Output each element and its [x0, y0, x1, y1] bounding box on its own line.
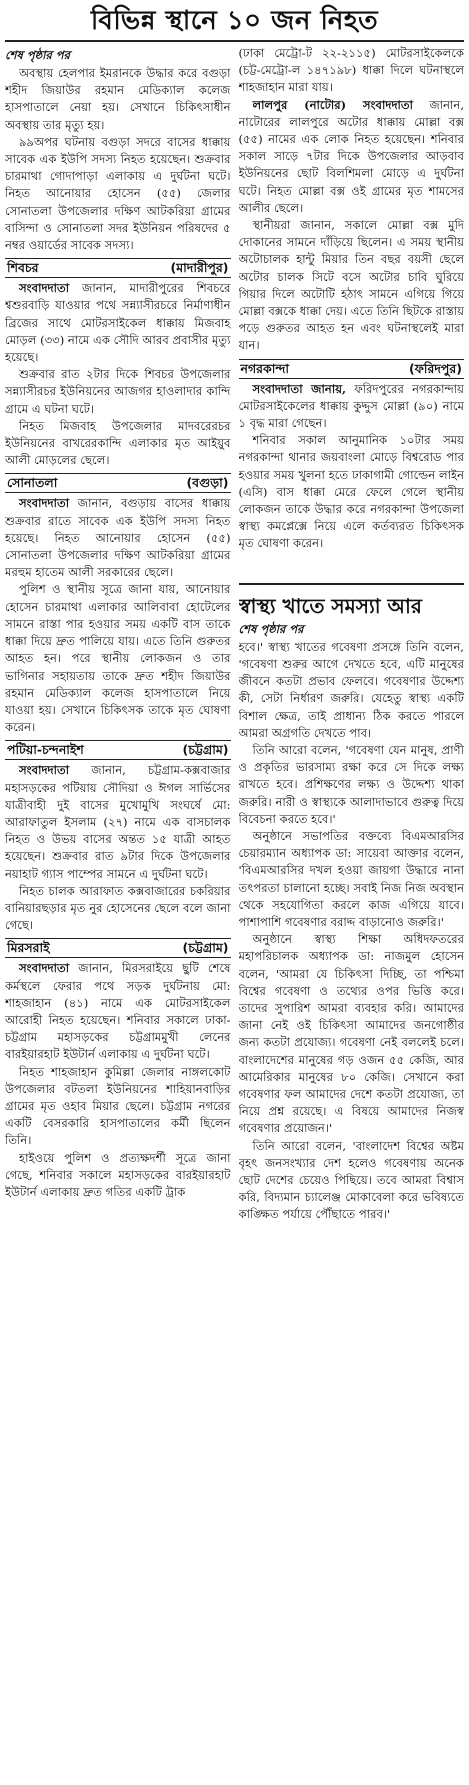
columns — [5, 45, 464, 1783]
section-paragraph: পুলিশ ও স্থানীয় সূত্রে জানা যায়, আনোয়ার হোসেন চারমাথা এলাকার আলিবাবা হোটেলের সামনে রাস্তা পার হওয়ার সময় একটি বাস তাকে ধাক্কা দিয়ে দ্রুত পালিয়ে যায়। এতে তিনি গুরুতর আহত হন। পরে স্থানীয় লোকজন ও তার ভাগিনার সহায়তায় তাকে দ্রুত শহীদ জিয়াউর রহমান মেডিক্যাল কলেজ হাসপাতালে নিয়ে যাওয়া হয়। সেখানে চিকিৎসক তাকে মৃত ঘোষণা করেন। — [5, 582, 231, 735]
paragraph-text: জানান, মাদারীপুরের শিবচরে শ্বশুরবাড়ি যাওয়ার পথে সন্ন্যাসীরচরে নির্মাণাধীন ব্রিজের সাথে মোটরসাইকেল ধাক্কায় মিজবাহ মোড়ল (৩৩) নামে এক সৌদি আরব প্রবাসীর মৃত্যু হয়েছে। — [5, 281, 231, 365]
paragraph-text: জানান, নাটোরের লালপুরে অটোর ধাক্কায় মোল্লা বক্স (৫৫) নামের এক লোক নিহত হয়েছেন। শনিবার সকাল সাড়ে ৭টার দিকে উপজেলার আড়বাব ইউনিয়নের ছোট বিলশিমলা মোড়ে এ দুর্ঘটনা ঘটে। নিহত মোল্লা বক্স ওই গ্রামের মৃত শামসের আলীর ছেলে। — [238, 97, 464, 215]
section-header — [5, 938, 231, 958]
section-paragraph: নিহত চালক আরাফাত কক্সবাজারের চকরিয়ার বানিয়ারছড়ার মৃত নুর হোসেনের ছেলে বলে জানা গেছে। — [5, 883, 231, 933]
section-place: নগরকান্দা — [240, 360, 290, 376]
section-paragraph: নিহত শাহজাহান কুমিল্লা জেলার নাঙ্গলকোট উপজেলার বটতলা ইউনিয়নের শাহিয়ানবাড়ির গ্রামের মৃত ওহাব মিয়ার ছেলে। চট্টগ্রাম নগরের একটি বেসরকারি হাসপাতালের কর্মী ছিলেন তিনি। — [5, 1064, 231, 1148]
section-paragraph — [5, 762, 231, 882]
dateline: সংবাদদাতা — [19, 961, 70, 976]
dateline: সংবাদদাতা — [19, 763, 70, 778]
section-paragraph — [5, 960, 231, 1063]
section-district: (চট্টগ্রাম) — [182, 742, 229, 758]
story-paragraph: অনুষ্ঠানে স্বাস্থ্য শিক্ষা অধিদফতরের মহাপরিচালক অধ্যাপক ডা: নাজমুল হোসেন বলেন, 'আমরা যে চিকিৎসা দিচ্ছি, তা পশ্চিমা বিশ্বের গবেষণা ও তথ্যের ওপর ভিত্তি করে। তাদের সুপারিশ আমরা ব্যবহার করি। আমাদের জানা নেই ওই চিকিৎসা আমাদের জনগোষ্ঠীর জন্য কতটা প্রযোজ্য। গবেষণা নেই বললেই চলে। বাংলাদেশের মানুষের গড় ওজন ৫৫ কেজি, আর আমেরিকার মানুষের ৮০ কেজি। সেখানে করা গবেষণার ফল আমাদের দেশে কতটা প্রযোজ্য, তা নিয়ে প্রশ্ন রয়েছে। এ বিষয়ে আমাদের নিজস্ব গবেষণার প্রয়োজন।' — [238, 932, 464, 1136]
dateline: লালপুর (নাটোর) সংবাদদাতা — [252, 97, 413, 112]
section-paragraph: হাইওয়ে পুলিশ ও প্রত্যক্ষদর্শী সূত্রে জানা গেছে, শনিবার সকালে মহাসড়কের বারইয়ারহাট ইউটার্ন এলাকায় দ্রুত গতির একটি ট্রাক — [5, 1150, 231, 1199]
section-district: (চট্টগ্রাম) — [182, 940, 229, 956]
paragraph-text: জানান, মিরসরাইয়ে ছুটি শেষে কর্মস্থলে ফেরার পথে সড়ক দুর্ঘটনায় মো: শাহজাহান (৪১) নামে এক মোটরসাইকেল আরোহী নিহত হয়েছেন। শনিবার সকালে ঢাকা-চট্টগ্রাম মহাসড়কের চট্টগ্রামমুখী লেনের বারইয়ারহাট ইউটার্ন এলাকায় এ দুর্ঘটনা ঘটে। — [5, 961, 231, 1062]
continued-label: শেষ পৃষ্ঠার পর — [238, 621, 304, 636]
section-paragraph: নিহত মিজবাহ উপজেলার মাদবরেরচর ইউনিয়নের বাখরেরকান্দি এলাকার মৃত আইয়ুব আলী মোড়লের ছেলে। — [5, 418, 231, 468]
right-column — [239, 45, 465, 1783]
paragraph-text: জানান, বগুড়ায় বাসের ধাক্কায় শুক্রবার রাতে সাবেক এক ইউপি সদস্য নিহত হয়েছে। নিহত আনোয়ার হোসেন (৫৫) সোনাতলা উপজেলার দক্ষিণ আটকরিয়া গ্রামের মরহুম হাতেম আলী সরকারের ছেলে। — [5, 496, 231, 580]
section-paragraph: শনিবার সকাল আনুমানিক ১০টার সময় নগরকান্দা থানার জয়বাংলা মোড়ে বিশ্বরোড পার হওয়ার সময় খুলনা হতে ঢাকাগামী গোল্ডেন লাইন (এসি) বাস ধাক্কা মেরে ফেলে গেলে স্থানীয় লোকজন তাকে উদ্ধার করে নগরকান্দা উপজেলা স্বাস্থ্য কমপ্লেক্সে নিয়ে এলে কর্তব্যরত চিকিৎসক মৃত ঘোষণা করেন। — [238, 433, 464, 551]
page-headline: বিভিন্ন স্থানে ১০ জন নিহত — [5, 4, 464, 42]
intro-paragraph: অবস্থায় হেলপার ইমরানকে উদ্ধার করে বগুড়া শহীদ জিয়াউর রহমান মেডিক্যাল কলেজ হাসপাতালে নেয়া হয়। সেখানে চিকিৎসাধীন অবস্থায় তার মৃত্যু হয়। — [5, 66, 231, 132]
section-district: (মাদারীপুর) — [170, 260, 229, 276]
section-paragraph — [5, 495, 231, 581]
section-paragraph: শুক্রবার রাত ২টার দিকে শিবচর উপজেলার সন্ন্যাসীরচর ইউনিয়নের আজগর হাওলাদার কান্দি গ্রামে এ ঘটনা ঘটে। — [5, 367, 231, 416]
section-paragraph — [5, 280, 231, 366]
section-district: (বগুড়া) — [186, 475, 229, 491]
dateline: সংবাদদাতা — [19, 496, 70, 511]
story-paragraph: তিনি আরো বলেন, 'বাংলাদেশ বিশ্বের অষ্টম বৃহৎ জনসংখ্যার দেশ হলেও গবেষণায় অনেক ছোট দেশের চেয়েও পিছিয়ে। তবে আমরা বিশ্বাস করি, বিদ্যমান চ্যালেঞ্জ মোকাবেলা করে ভবিষ্যতে কাঙ্ক্ষিত পর্যায়ে পৌঁছাতে পারব।' — [238, 1138, 464, 1222]
intro-paragraph: (ঢাকা মেট্রো-ট ২২-২১১৫) মোটরসাইকেলকে (চট্ট-মেট্রো-ল ১৪৭১৯৮) ধাক্কা দিলে ঘটনাস্থলে শাহজাহান মারা যায়। — [238, 46, 464, 95]
section-paragraph — [239, 381, 465, 433]
section-place: পটিয়া-চন্দনাইশ — [7, 742, 84, 758]
paragraph-text: জানান, চট্টগ্রাম-কক্সবাজার মহাসড়কের পটিয়ায় সৌদিয়া ও ঈগল সার্ভিসের যাত্রীবাহী দুই বাসের মুখোমুখি সংঘর্ষে মো: আরাফাতুল ইসলাম (২৭) নামে এক বাসচালক নিহত ও উভয় বাসের অন্তত ১৫ যাত্রী আহত হয়েছেন। শুক্রবার রাত ৯টার দিকে উপজেলার নয়াহাট গ্যাস পাম্পের সামনে এ দুর্ঘটনা ঘটে। — [5, 763, 231, 881]
section-district: (ফরিদপুর) — [409, 360, 462, 376]
dateline: সংবাদদাতা — [19, 281, 70, 296]
section-place: মিরসরাই — [7, 940, 50, 956]
left-column — [5, 45, 231, 1783]
story-headline: স্বাস্থ্য খাতে সমস্যা আর — [239, 583, 465, 619]
section-header — [5, 740, 231, 760]
continued-label: শেষ পৃষ্ঠার পর — [5, 48, 70, 62]
story-paragraph: তিনি আরো বলেন, 'গবেষণা যেন মানুষ, প্রাণী ও প্রকৃতির ভারসাম্য রক্ষা করে সে দিকে লক্ষ্য রাখতে হবে। প্রশিক্ষণের লক্ষ্য ও উদ্দেশ্য থাকা জরুরি। নারী ও স্বাস্থ্যকে আলাদাভাবে গুরুত্ব দিয়ে বিবেচনা করতে হবে।' — [238, 742, 464, 826]
section-paragraph: স্থানীয়রা জানান, সকালে মোল্লা বক্স মুদি দোকানের সামনে দাঁড়িয়ে ছিলেন। এ সময় স্থানীয় অটোচালক হান্টু মিয়ার তিন বছর বয়সী ছেলে অটোর চালক সিটে বসে অটোর চাবি ঘুরিয়ে গিয়ার দিলে অটোটি হঠাৎ সামনে এগিয়ে গিয়ে মোল্লা বক্সকে ধাক্কা দেয়। এতে তিনি ছিটকে রাস্তায় পড়ে গুরুতর আহত হন এবং ঘটনাস্থলেই মারা যান। — [238, 218, 464, 353]
section-header — [5, 258, 231, 278]
story-paragraph: হবে।' স্বাস্থ্য খাতের গবেষণা প্রসঙ্গে তিনি বলেন, 'গবেষণা শুরুর আগে দেখতে হবে, এটি মানুষের জীবনে কতটা প্রভাব ফেলবে। গবেষণার উদ্দেশ্য কী, সেটা নির্ধারণ জরুরি। যেহেতু স্বাস্থ্য একটি বিশাল ক্ষেত্র, তাই প্রাধান্য ঠিক করতে পারলে আমরা অগ্রগতি দেখতে পাব। — [238, 639, 464, 740]
story-paragraph: অনুষ্ঠানে সভাপতির বক্তব্যে বিএমআরসির চেয়ারম্যান অধ্যাপক ডা: সায়েবা আক্তার বলেন, 'বিএমআরসির দখল হওয়া জায়গা উদ্ধারে নানা তৎপরতা চালানো হচ্ছে। সবাই নিজ নিজ অবস্থান থেকে সহযোগিতা করলে কাজ এগিয়ে যাবে। পাশাপাশি গবেষণার বরাদ্দ বাড়ানোও জরুরি।' — [238, 828, 464, 929]
section-place: শিবচর — [7, 260, 39, 276]
dateline: সংবাদদাতা জানায়, — [252, 381, 347, 396]
section-paragraph — [239, 97, 465, 217]
section-header — [5, 473, 231, 493]
paragraph-text: ফরিদপুরের নগরকান্দায় মোটরসাইকেলের ধাক্কায় কুদ্দুস মোল্লা (৯০) নামে ১ বৃদ্ধ মারা গেছেন। — [238, 381, 464, 431]
intro-paragraph: ৯৯অপর ঘটনায় বগুড়া সদরে বাসের ধাক্কায় সাবেক এক ইউপি সদস্য নিহত হয়েছেন। শুক্রবার চারমাথা গোদাপাড়া এলাকায় এ দুর্ঘটনা ঘটে। নিহত আনোয়ার হোসেন (৫৫) জেলার সোনাতলা উপজেলার দক্ষিণ আটকরিয়া গ্রামের বাসিন্দা ও সোনাতলা সদর ইউনিয়ন পরিষদের ৫ নম্বর ওয়ার্ডের সাবেক সদস্য। — [5, 134, 231, 253]
section-place: সোনাতলা — [7, 475, 58, 491]
section-header — [239, 359, 465, 379]
